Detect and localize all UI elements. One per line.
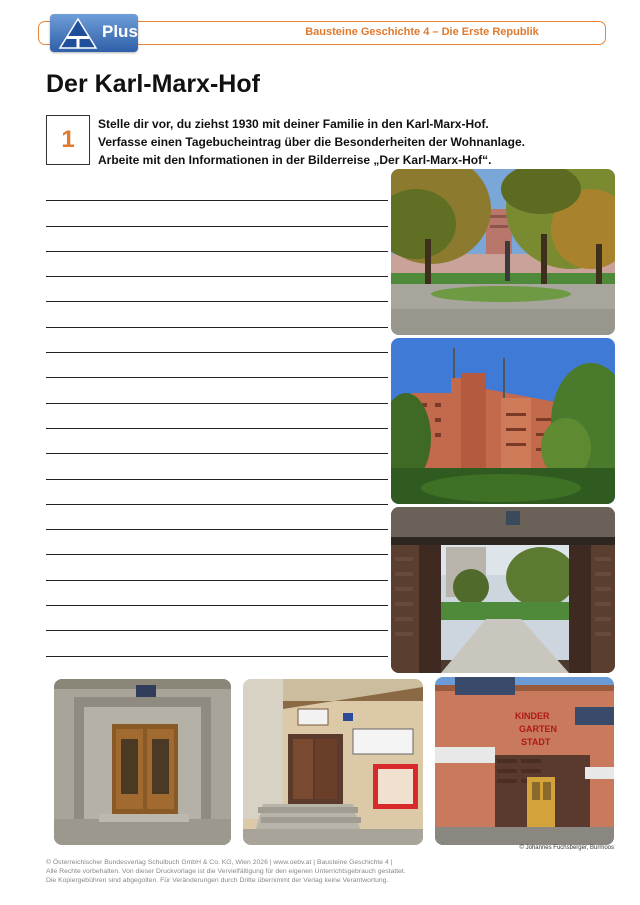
footer-line: Die Kopiergebühren sind abgegolten. Für Veränderungen durch Dritte übernimmt der Verlag keine Verantwortung.: [46, 877, 389, 884]
writing-line[interactable]: [46, 201, 388, 226]
photo-credit: © Johannes Fuchsberger, Burmoos: [519, 845, 614, 851]
writing-lines[interactable]: [46, 176, 388, 657]
page-title: Der Karl-Marx-Hof: [46, 70, 260, 98]
writing-line[interactable]: [46, 404, 388, 429]
writing-line[interactable]: [46, 581, 388, 606]
photo-red-facade: [391, 338, 615, 504]
logo-text: Plus: [102, 22, 138, 41]
photo-archway: [391, 507, 615, 673]
writing-line[interactable]: [46, 252, 388, 277]
writing-line[interactable]: [46, 606, 388, 631]
instruction-line: Arbeite mit den Informationen in der Bilderreise „Der Karl-Marx-Hof“.: [98, 153, 492, 167]
writing-line[interactable]: [46, 378, 388, 403]
writing-line[interactable]: [46, 353, 388, 378]
writing-line[interactable]: [46, 454, 388, 479]
footer-line: © Österreichischer Bundesverlag Schulbuch GmbH & Co. KG, Wien 2026 | www.oebv.at | Bausteine Geschichte 4 |: [46, 859, 393, 866]
sign-garten: GARTEN: [519, 724, 557, 734]
photo-wooden-door: [54, 679, 231, 845]
writing-line[interactable]: [46, 555, 388, 580]
writing-line[interactable]: [46, 631, 388, 656]
writing-line[interactable]: [46, 328, 388, 353]
photo-courtyard-trees: [391, 169, 615, 335]
writing-line[interactable]: [46, 302, 388, 327]
header-title: Bausteine Geschichte 4 – Die Erste Republik: [305, 26, 539, 38]
writing-line[interactable]: [46, 176, 388, 201]
writing-line[interactable]: [46, 530, 388, 555]
task-number: 1: [46, 115, 90, 165]
photo-entrance-stairs: [243, 679, 423, 845]
instruction-line: Stelle dir vor, du ziehst 1930 mit deiner Familie in den Karl-Marx-Hof.: [98, 117, 489, 131]
photo-kindergarten: [435, 677, 614, 845]
writing-line[interactable]: [46, 429, 388, 454]
writing-line[interactable]: [46, 277, 388, 302]
writing-line[interactable]: [46, 480, 388, 505]
footer-line: Alle Rechte vorbehalten. Von dieser Druckvorlage ist die Vervielfältigung für den eigenen Unterrichtsgebrauch gestattet.: [46, 868, 406, 875]
footer: [46, 858, 406, 885]
instruction-line: Verfasse einen Tagebucheintrag über die Besonderheiten der Wohnanlage.: [98, 135, 525, 149]
sign-stadt: STADT: [521, 737, 551, 747]
writing-line[interactable]: [46, 505, 388, 530]
sign-kinder: KINDER: [515, 711, 550, 721]
writing-line[interactable]: [46, 227, 388, 252]
task-instructions: [98, 115, 568, 169]
plus-logo: [50, 14, 138, 52]
triangle-logo-icon: [58, 17, 98, 49]
